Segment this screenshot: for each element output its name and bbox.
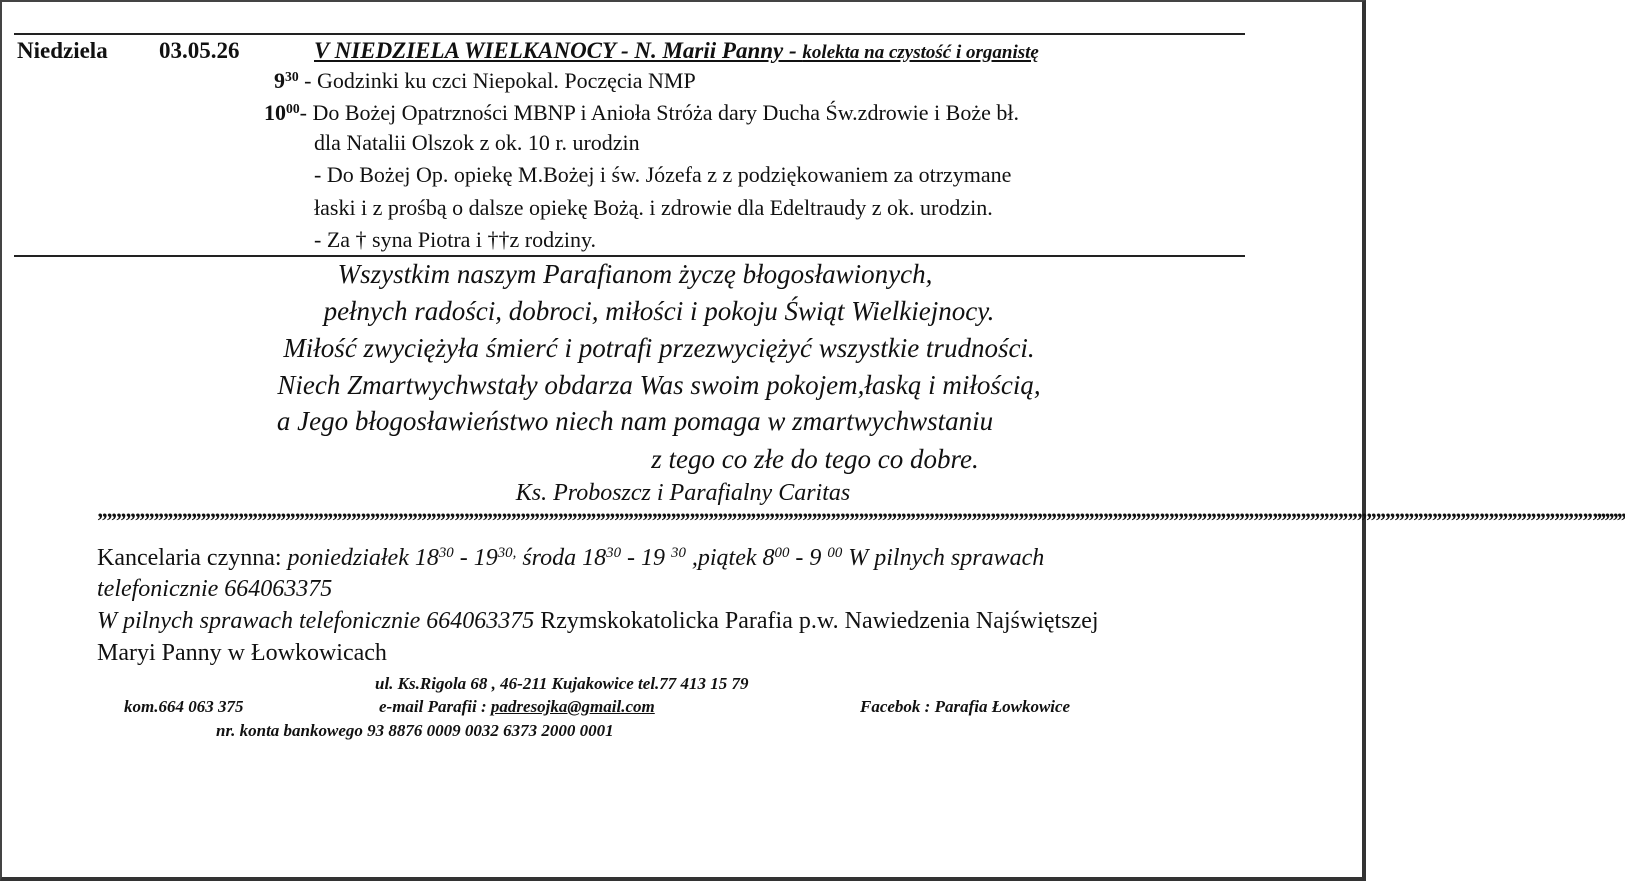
section-rule: [14, 255, 1245, 257]
intention-line: dla Natalii Olszok z ok. 10 r. urodzin: [314, 130, 640, 155]
header-title: [314, 38, 1039, 64]
greeting-line: Niech Zmartwychwstały obdarza Was swoim pokojem,łaską i miłością,: [277, 370, 1041, 400]
intention-line: - Za † syna Piotra i ††z rodziny.: [314, 227, 597, 252]
day-label: środa: [516, 545, 583, 571]
minute: 00: [827, 544, 843, 561]
parish-facebook: Facebok : Parafia Łowkowice: [860, 697, 1071, 716]
hour: 19: [641, 545, 671, 571]
email-link[interactable]: padresojka@gmail.com: [490, 697, 655, 716]
separator: -: [453, 545, 474, 571]
office-schedule: [288, 545, 1045, 571]
mass-hour: 10: [264, 100, 286, 125]
parish-name: Rzymskokatolicka Parafia p.w. Nawiedzenia Najświętszej: [534, 608, 1099, 634]
hour: 8: [762, 545, 775, 571]
day-label: ,piątek: [685, 545, 763, 571]
hour: 18: [414, 545, 439, 571]
mass-dash: -: [298, 68, 317, 93]
office-hours: [97, 545, 1044, 572]
parish-address: ul. Ks.Rigola 68 , 46-211 Kujakowice tel.77 413 15 79: [375, 674, 749, 693]
intention-line: łaski i z prośbą o dalsze opiekę Bożą. i zdrowie dla Edeltraudy z ok. urodzin.: [314, 195, 993, 220]
minute: 30: [671, 544, 686, 561]
header-date: 03.05.26: [159, 38, 240, 63]
greeting-line: a Jego błogosławieństwo niech nam pomaga w zmartwychwstaniu: [276, 406, 994, 436]
office-label: Kancelaria czynna:: [97, 545, 288, 571]
mass-intention: Do Bożej Opatrzności MBNP i Anioła Stróża dary Ducha Św.zdrowie i Boże bł.: [312, 100, 1019, 125]
minute: 30: [438, 544, 454, 561]
intention-line: - Do Bożej Op. opiekę M.Bożej i św. Józefa z z podziękowaniem za otrzymane: [314, 162, 1012, 187]
top-rule: [14, 33, 1245, 35]
greeting-line: Wszystkim naszym Parafianom życzę błogosławionych,: [337, 259, 933, 289]
separator: -: [621, 545, 641, 571]
mass-hour: 9: [274, 68, 285, 93]
parish-name-cont: Maryi Panny w Łowkowicach: [97, 640, 387, 666]
urgent-phone: W pilnych sprawach telefonicznie 664063375: [97, 608, 535, 634]
liturgical-day: V NIEDZIELA WIELKANOCY - N. Marii Panny -: [314, 38, 803, 63]
mass-time: [274, 68, 299, 93]
hour: 9: [809, 545, 828, 571]
office-phone: telefonicznie 664063375: [97, 576, 333, 602]
bank-account: nr. konta bankowego 93 8876 0009 0032 6373 2000 0001: [216, 721, 614, 740]
minute: 00: [774, 544, 790, 561]
day-label: poniedziałek: [287, 545, 415, 571]
mass-minute: 30: [285, 68, 299, 84]
collection-note: kolekta na czystość i organistę: [802, 42, 1039, 63]
header-day: Niedziela: [17, 38, 108, 63]
separator: -: [789, 545, 810, 571]
greeting-signature: Ks. Proboszcz i Parafialny Caritas: [515, 480, 851, 506]
mass-entry: [264, 100, 1019, 126]
urgent-note: W pilnych sprawach: [842, 545, 1045, 571]
email-label: e-mail Parafii :: [379, 697, 491, 716]
mass-dash: -: [299, 100, 313, 125]
greeting-line: pełnych radości, dobroci, miłości i pokoju Świąt Wielkiejnocy.: [323, 296, 995, 326]
parish-name-line: [97, 608, 1099, 635]
hour: 18: [582, 545, 607, 571]
quote-mark-divider: ”””””””””””””””””””””””””””””””””””””””””””””””””””””””””””””””””””””””””””””””””””””””””””””””””””””””””””””””””””””””””””””””””””””””””””””””””””””””””””””””’’’’’’’’: [96, 508, 1625, 533]
minute: 30,: [497, 544, 517, 561]
parish-email: [379, 697, 655, 717]
hour: 19: [473, 545, 498, 571]
greeting-line: Miłość zwyciężyła śmierć i potrafi przezwyciężyć wszystkie trudności.: [283, 333, 1035, 363]
mass-intention: Godzinki ku czci Niepokal. Poczęcia NMP: [316, 68, 696, 93]
mass-time: [264, 100, 300, 125]
greeting-line: z tego co złe do tego co dobre.: [651, 444, 979, 474]
minute: 30: [606, 544, 621, 561]
mass-minute: 00: [286, 100, 300, 116]
parish-mobile: kom.664 063 375: [124, 697, 244, 716]
mass-entry: [274, 68, 696, 94]
